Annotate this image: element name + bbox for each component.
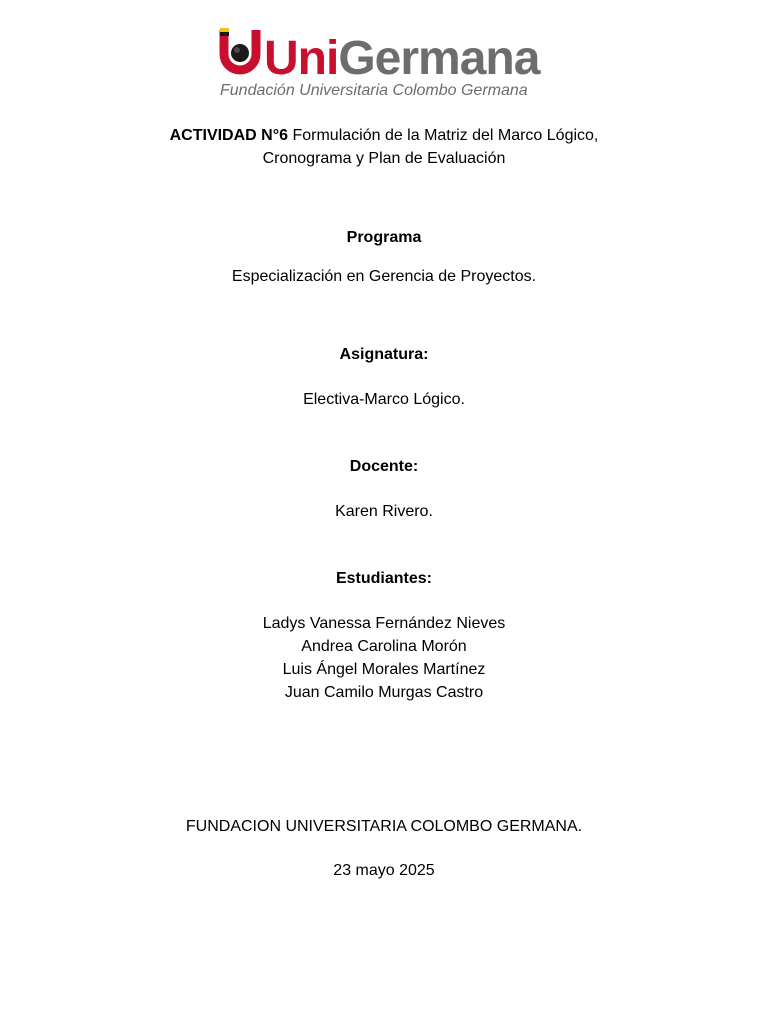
programa-heading: Programa: [346, 229, 422, 246]
activity-title-line1: Formulación de la Matriz del Marco Lógico,: [288, 127, 599, 144]
logo-emblem: [220, 28, 256, 70]
unigermana-logo: [212, 20, 562, 106]
activity-title-line2: Cronograma y Plan de Evaluación: [262, 150, 506, 167]
logo-brand-text: [264, 32, 541, 85]
emblem-ball: [231, 44, 249, 62]
institution-logo: [0, 20, 768, 106]
logo-tagline: Fundación Universitaria Colombo Germana: [220, 82, 528, 99]
logo-brand-uni: Uni: [264, 32, 339, 85]
programa-value: Especialización en Gerencia de Proyectos.: [231, 268, 537, 285]
docente-value: Karen Rivero.: [335, 503, 433, 520]
institution-name: FUNDACION UNIVERSITARIA COLOMBO GERMANA.: [185, 818, 583, 835]
emblem-black-stripe: [220, 32, 229, 36]
student-name: Andrea Carolina Morón: [301, 638, 467, 655]
logo-brand-germana: Germana: [338, 32, 540, 85]
activity-label: ACTIVIDAD N°6: [169, 127, 289, 144]
asignatura-value: Electiva-Marco Lógico.: [303, 391, 465, 408]
student-name: Juan Camilo Murgas Castro: [284, 684, 484, 701]
document-date: 23 mayo 2025: [333, 862, 435, 879]
asignatura-heading: Asignatura:: [339, 346, 429, 363]
activity-title: [0, 124, 768, 170]
docente-heading: Docente:: [349, 458, 419, 475]
student-name: Ladys Vanessa Fernández Nieves: [262, 615, 506, 632]
emblem-yellow-stripe: [220, 28, 229, 32]
estudiantes-heading: Estudiantes:: [335, 570, 432, 587]
estudiantes-list: [0, 612, 768, 704]
student-name: Luis Ángel Morales Martínez: [282, 661, 486, 678]
